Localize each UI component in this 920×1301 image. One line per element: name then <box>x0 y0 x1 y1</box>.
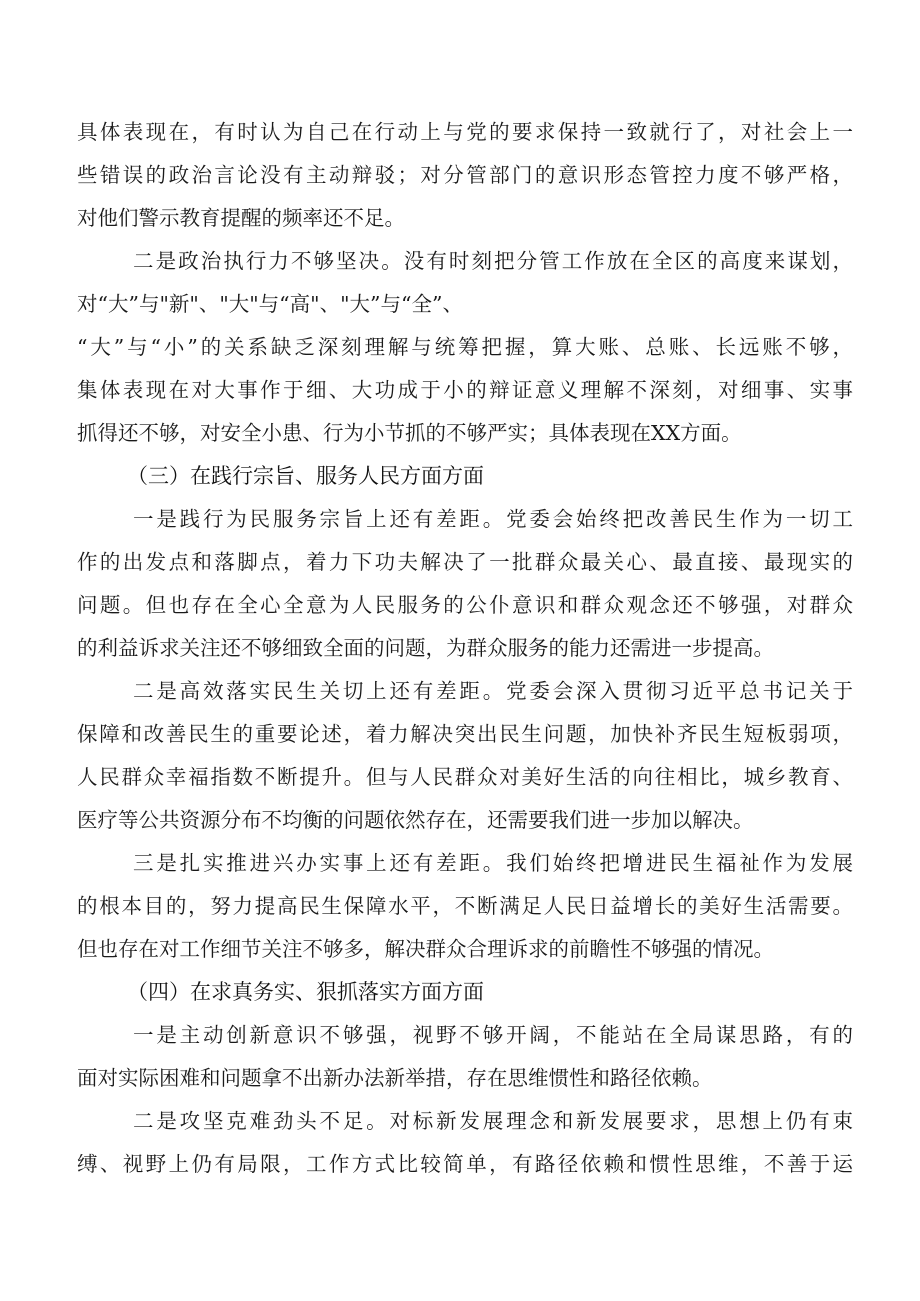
paragraph-line: 一是践行为民服务宗旨上还有差距。党委会始终把改善民生作为一切工 <box>133 507 853 531</box>
section-heading: （三）在践行宗旨、服务人民方面方面 <box>127 464 484 488</box>
paragraph-line: 具体表现在，有时认为自己在行动上与党的要求保持一致就行了，对社会上一 <box>77 120 853 144</box>
paragraph-line: 对“大”与"新"、"大"与“高"、"大”与“全”、 <box>77 292 463 316</box>
paragraph-line: 些错误的政治言论没有主动辩驳；对分管部门的意识形态管控力度不够严格， <box>77 163 853 187</box>
paragraph-line: 面对实际困难和问题拿不出新办法新举措，存在思维惯性和路径依赖。 <box>77 1066 713 1090</box>
paragraph-line: 作的出发点和落脚点，着力下功夫解决了一批群众最关心、最直接、最现实的 <box>77 550 853 574</box>
paragraph-line: 一是主动创新意识不够强，视野不够开阔，不能站在全局谋思路，有的 <box>133 1023 853 1047</box>
paragraph-line: 抓得还不够，对安全小患、行为小节抓的不够严实；具体表现在XX方面。 <box>77 421 742 445</box>
paragraph-line: 对他们警示教育提醒的频率还不足。 <box>77 206 405 230</box>
paragraph-line: “大”与“小”的关系缺乏深刻理解与统筹把握，算大账、总账、长远账不够， <box>77 335 853 359</box>
paragraph-line: 集体表现在对大事作于细、大功成于小的辩证意义理解不深刻，对细事、实事 <box>77 378 853 402</box>
paragraph-line: 三是扎实推进兴办实事上还有差距。我们始终把增进民生福祉作为发展 <box>133 851 853 875</box>
document-body <box>77 111 853 1186</box>
paragraph-line: 二是政治执行力不够坚决。没有时刻把分管工作放在全区的高度来谋划， <box>133 249 853 273</box>
paragraph-line: 但也存在对工作细节关注不够多，解决群众合理诉求的前瞻性不够强的情况。 <box>77 937 774 961</box>
paragraph-line: 人民群众幸福指数不断提升。但与人民群众对美好生活的向往相比，城乡教育、 <box>77 765 853 789</box>
paragraph-line: 医疗等公共资源分布不均衡的问题依然存在，还需要我们进一步加以解决。 <box>77 808 754 832</box>
paragraph-line: 二是攻坚克难劲头不足。对标新发展理念和新发展要求，思想上仍有束 <box>133 1109 853 1133</box>
paragraph-line: 的根本目的，努力提高民生保障水平，不断满足人民日益增长的美好生活需要。 <box>77 894 853 918</box>
paragraph-line: 问题。但也存在全心全意为人民服务的公仆意识和群众观念还不够强，对群众 <box>77 593 853 617</box>
paragraph-line: 的利益诉求关注还不够细致全面的问题，为群众服务的能力还需进一步提高。 <box>77 636 774 660</box>
section-heading: （四）在求真务实、狠抓落实方面方面 <box>127 980 484 1004</box>
paragraph-line: 二是高效落实民生关切上还有差距。党委会深入贯彻习近平总书记关于 <box>133 679 853 703</box>
paragraph-line: 缚、视野上仍有局限，工作方式比较简单，有路径依赖和惯性思维，不善于运 <box>77 1152 853 1176</box>
paragraph-line: 保障和改善民生的重要论述，着力解决突出民生问题，加快补齐民生短板弱项， <box>77 722 853 746</box>
